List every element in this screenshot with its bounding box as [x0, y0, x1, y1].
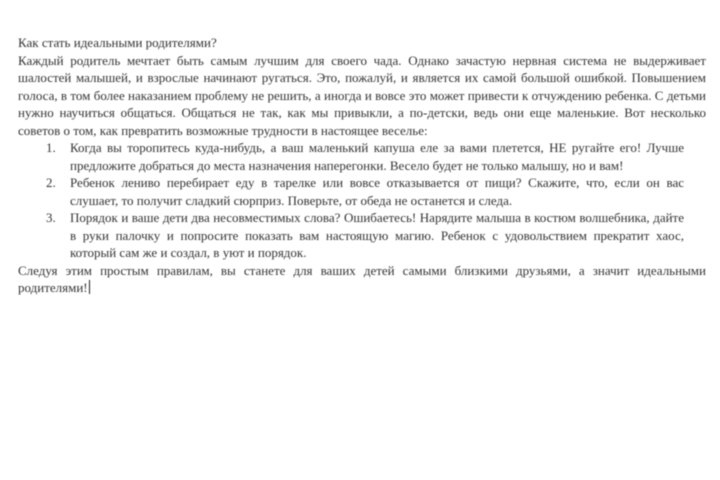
list-item-number: 1. [46, 140, 56, 155]
list-item-number: 3. [46, 210, 56, 225]
text-cursor [89, 280, 90, 294]
list-item-number: 2. [46, 175, 56, 190]
list-item-text: Когда вы торопитесь куда-нибудь, а ваш маленький капуша еле за вами плетется, НЕ ругайте его! Лучше предложите добраться до места назначения наперегонки. Весело будет не только малышу, но и вам! [70, 140, 684, 173]
list-item-text: Ребенок лениво перебирает еду в тарелке или вовсе отказывается от пищи? Скажите, что, если он вас слушает, то получит сладкий сюрприз. Поверьте, от обеда не останется и следа. [70, 175, 684, 208]
intro-paragraph: Каждый родитель мечтает быть самым лучшим для своего чада. Однако зачастую нервная система не выдерживает шалостей малышей, и взрослые начинают ругаться. Это, пожалуй, и является их самой большой ошибкой. Повышением голоса, в том более наказанием проблему не решить, а иногда и вовсе это может привести к отчуждению ребенка. С детьми нужно научиться общаться. Общаться не так, как мы привыкли, а по-детски, ведь они еще маленькие. Вот несколько советов о том, как превратить возможные трудности в настоящее веселье: [18, 52, 706, 138]
list-item [18, 209, 706, 262]
list-item [18, 174, 706, 209]
list-item [18, 139, 706, 174]
closing-paragraph [18, 262, 706, 297]
list-item-text: Порядок и ваше дети два несовместимых слова? Ошибаетесь! Нарядите малыша в костюм волшебника, дайте в руки палочку и попросите показать вам настоящую магию. Ребенок с удовольствием прекратит хаос, который сам же и создал, в уют и порядок. [70, 210, 684, 260]
document-heading: Как стать идеальными родителями? [18, 35, 217, 50]
tips-list [18, 139, 706, 262]
closing-text: Следуя этим простым правилам, вы станете для ваших детей самыми близкими друзьями, а значит идеальными родителями! [18, 262, 706, 295]
